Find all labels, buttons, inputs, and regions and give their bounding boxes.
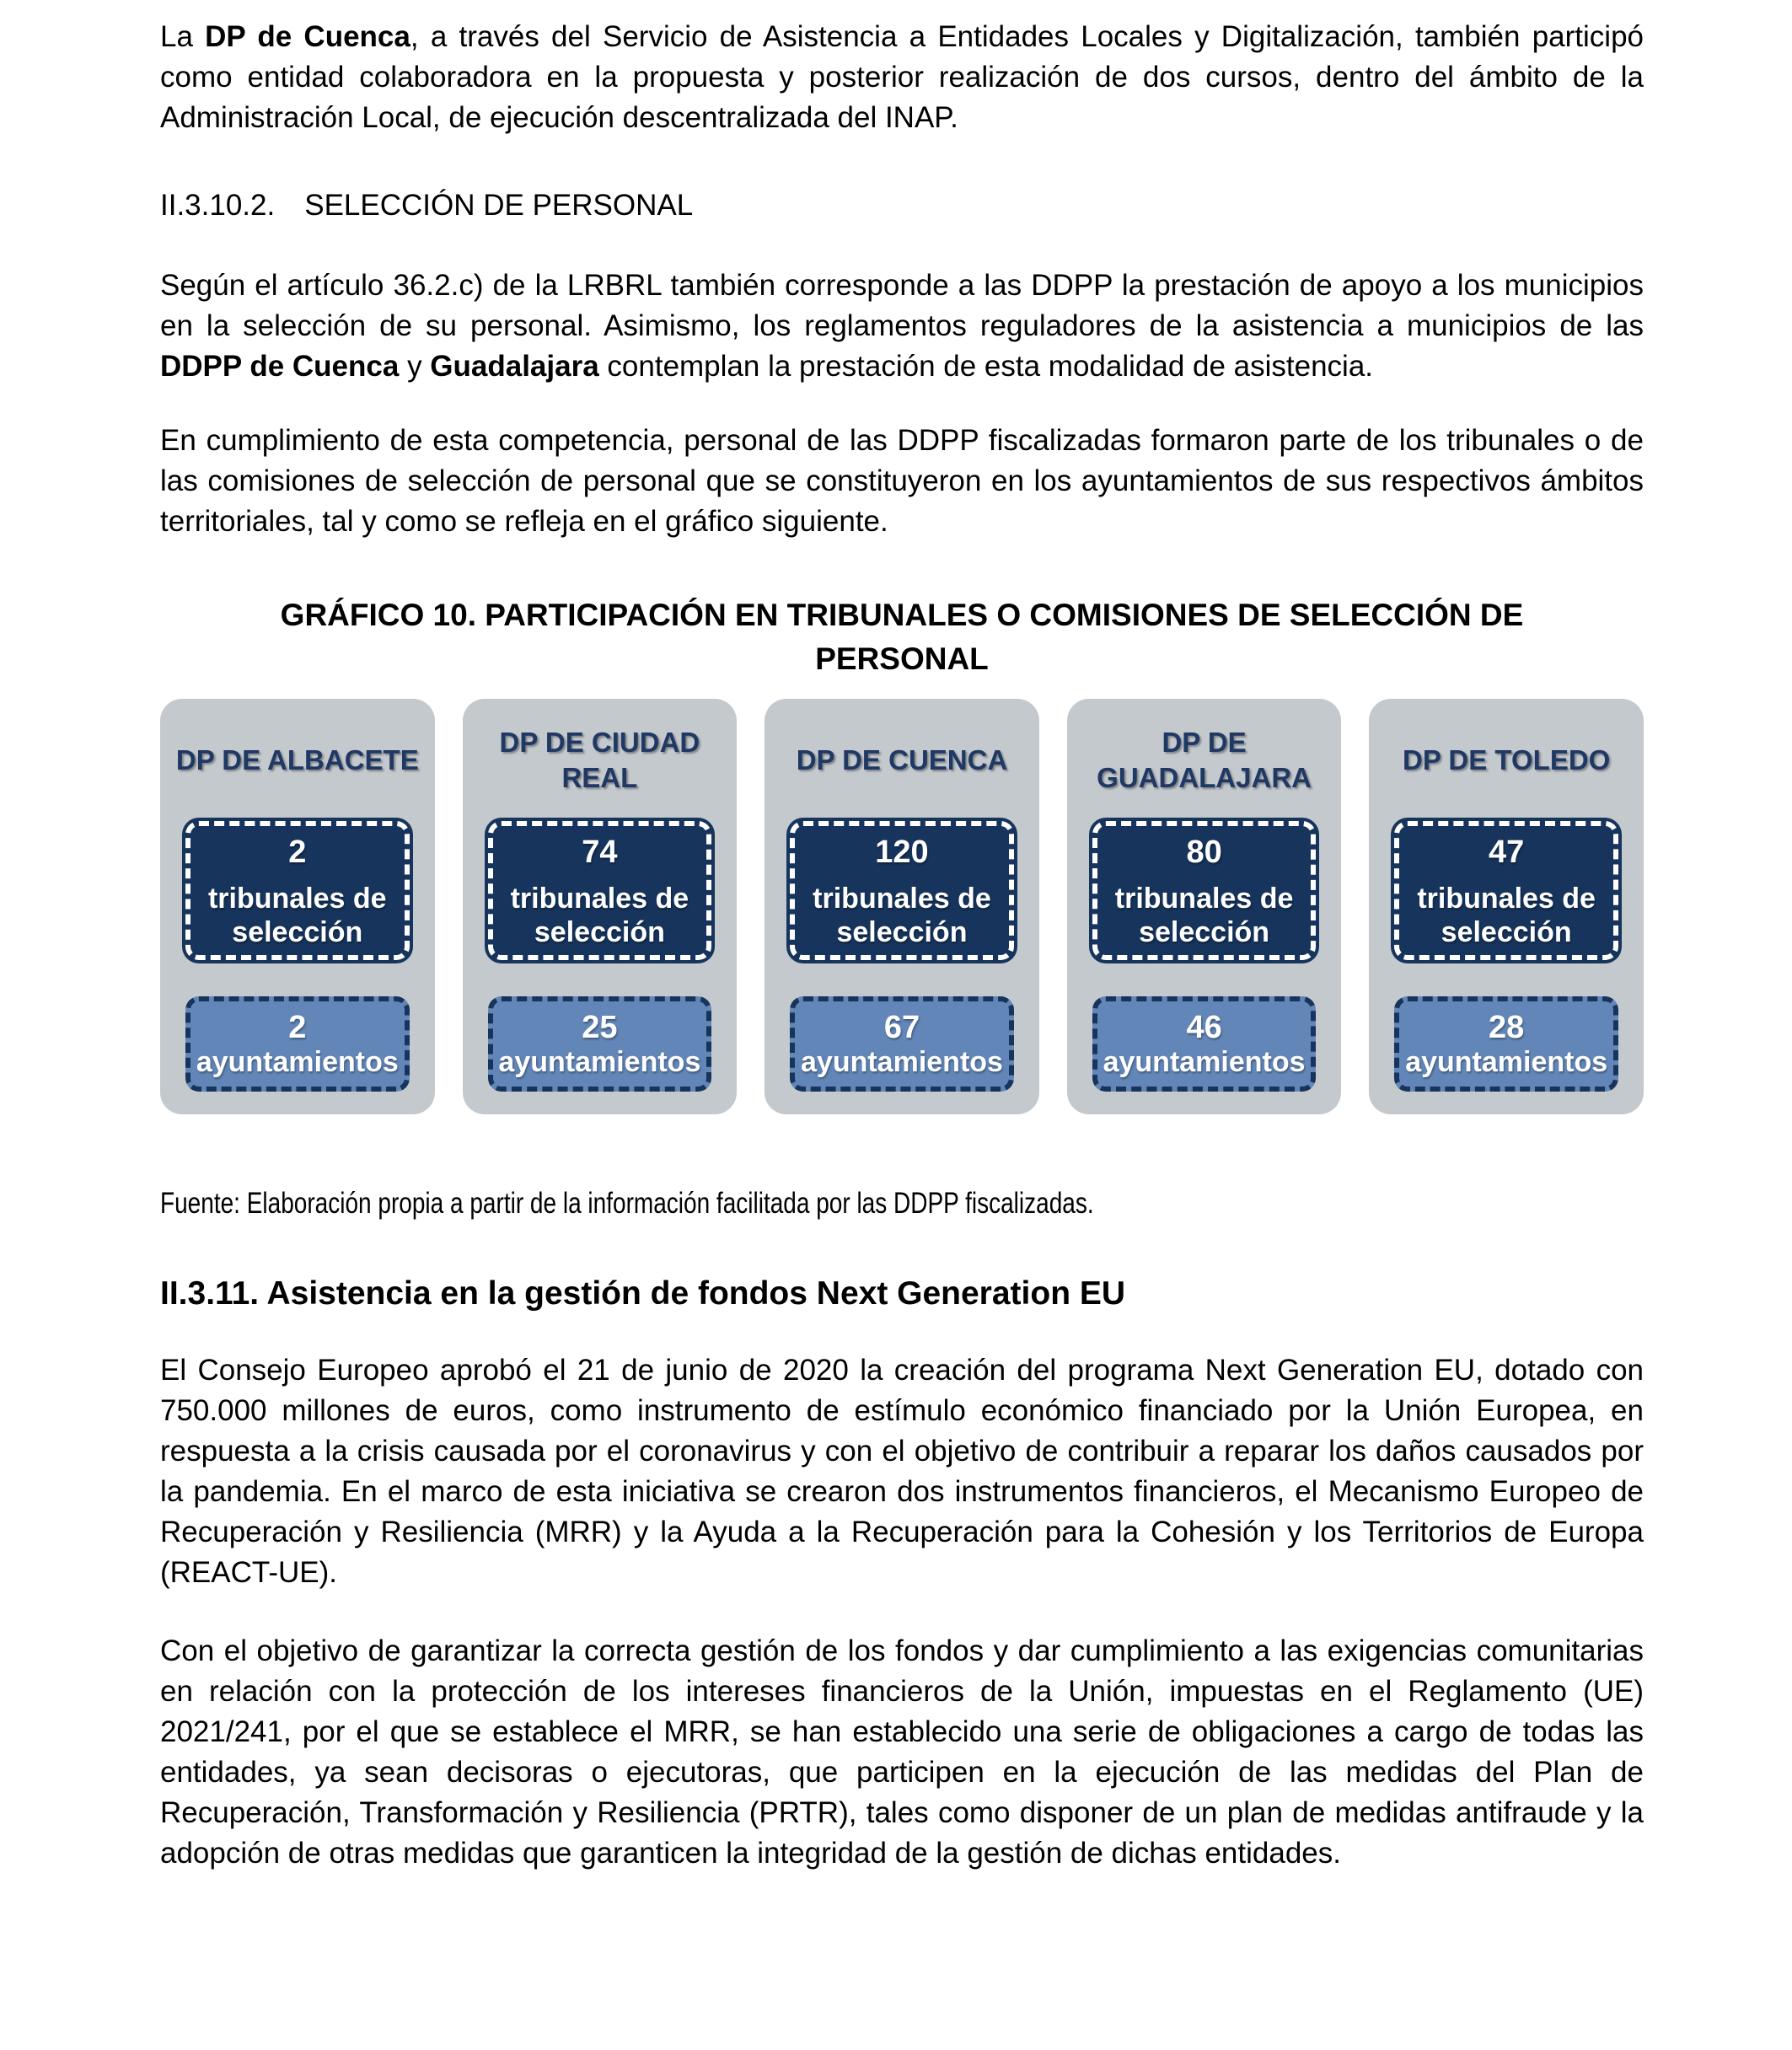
section-heading-seleccion (160, 185, 1644, 226)
councils-label: ayuntamientos (498, 1045, 701, 1078)
paragraph-lrbrl: Según el artículo 36.2.c) de la LRBRL también corresponde a las DDPP la prestación de apoyo a los municipios en la selección de su personal. Asimismo, los reglamentos reguladores de la asistencia a municipios de las DDPP de Cuenca y Guadalajara contemplan la prestación de esta modalidad de asistencia. (160, 269, 1644, 383)
tribunals-count: 74 (582, 834, 618, 870)
tribunals-label: tribunales de selección (207, 882, 387, 948)
province-card-title: DP DE TOLEDO (1403, 743, 1611, 775)
councils-count: 67 (883, 1009, 920, 1045)
councils-label: ayuntamientos (801, 1045, 1003, 1078)
tribunals-label: tribunales de selección (510, 882, 689, 948)
province-card-title: DP DE GUADALAJARA (1097, 726, 1312, 793)
paragraph-objetivo-fondos: Con el objetivo de garantizar la correcta gestión de los fondos y dar cumplimiento a las exigencias comunitarias en relación con la protección de los intereses financieros de la Unión, impuestas en el Reglamento (UE) 2021/241, por el que se establece el MRR, se han establecido una serie de obligaciones a cargo de todas las entidades, ya sean decisoras o ejecutoras, que participen en la ejecución de las medidas del Plan de Recuperación, Transformación y Resiliencia (PRTR), tales como disponer de un plan de medidas antifraude y la adopción de otras medidas que garanticen la integridad de la gestión de dichas entidades. (160, 1634, 1644, 1870)
councils-box (790, 996, 1014, 1092)
councils-label: ayuntamientos (1405, 1045, 1608, 1078)
tribunals-count: 80 (1186, 834, 1222, 870)
tribunals-label: tribunales de selección (1417, 882, 1596, 948)
province-card-title: DP DE CUENCA (796, 743, 1008, 775)
tribunals-count: 120 (875, 834, 929, 870)
section-number: II.3.10.2. (160, 189, 276, 222)
councils-box (488, 996, 712, 1092)
paragraph-cumplimiento: En cumplimiento de esta competencia, personal de las DDPP fiscalizadas formaron parte de los tribunales o de las comisiones de selección de personal que se constituyeron en los ayuntamientos de sus respectivos ámbitos territoriales, tal y como se refleja en el gráfico siguiente. (160, 424, 1644, 538)
figure-source: Fuente: Elaboración propia a partir de la información facilitada por las DDPP fiscalizadas. (160, 1187, 1094, 1220)
section-heading-next-generation: II.3.11. Asistencia en la gestión de fondos Next Generation EU (160, 1275, 1126, 1312)
paragraph-consejo-europeo: El Consejo Europeo aprobó el 21 de junio de 2020 la creación del programa Next Generation EU, dotado con 750.000 millones de euros, como instrumento de estímulo económico financiado por la Unión Europea, en respuesta a la crisis causada por el coronavirus y con el objetivo de contribuir a reparar los daños causados por la pandemia. En el marco de esta iniciativa se crearon dos instrumentos financieros, el Mecanismo Europeo de Recuperación y Resiliencia (MRR) y la Ayuda a la Recuperación para la Cohesión y los Territorios de Europa (REACT-UE). (160, 1354, 1644, 1589)
tribunals-count: 47 (1489, 834, 1525, 870)
councils-label: ayuntamientos (196, 1045, 399, 1078)
councils-count: 28 (1489, 1009, 1525, 1045)
tribunals-box (1394, 821, 1618, 960)
figure-title-line1: GRÁFICO 10. PARTICIPACIÓN EN TRIBUNALES O COMISIONES DE SELECCIÓN DE (280, 598, 1524, 632)
province-card-title: DP DE CIUDAD REAL (499, 726, 700, 793)
councils-box (1394, 996, 1618, 1092)
tribunals-box (185, 821, 410, 960)
province-card-cuenca (765, 699, 1039, 1114)
tribunals-box (1092, 821, 1317, 960)
councils-box (185, 996, 410, 1092)
tribunals-count: 2 (288, 834, 307, 870)
councils-count: 2 (288, 1009, 307, 1045)
figure-title (160, 593, 1644, 681)
section-title-text: SELECCIÓN DE PERSONAL (304, 189, 694, 222)
province-card-title: DP DE ALBACETE (175, 743, 419, 775)
tribunals-label: tribunales de selección (1114, 882, 1294, 948)
paragraph-intro: La DP de Cuenca, a través del Servicio de Asistencia a Entidades Locales y Digitalización, también participó como entidad colaboradora en la propuesta y posterior realización de dos cursos, dentro del ámbito de la Administración Local, de ejecución descentralizada del INAP. (160, 20, 1644, 134)
councils-label: ayuntamientos (1103, 1045, 1306, 1078)
tribunals-label: tribunales de selección (813, 882, 991, 948)
province-card-albacete (160, 699, 435, 1114)
province-card-toledo (1369, 699, 1644, 1114)
province-card-guadalajara (1067, 699, 1342, 1114)
councils-count: 25 (582, 1009, 618, 1045)
tribunals-box (790, 821, 1014, 960)
councils-box (1092, 996, 1317, 1092)
councils-count: 46 (1186, 1009, 1222, 1045)
tribunals-box (488, 821, 712, 960)
figure-title-line2: PERSONAL (815, 641, 989, 676)
figure-cards-row (160, 699, 1644, 1114)
province-card-ciudad-real (463, 699, 738, 1114)
